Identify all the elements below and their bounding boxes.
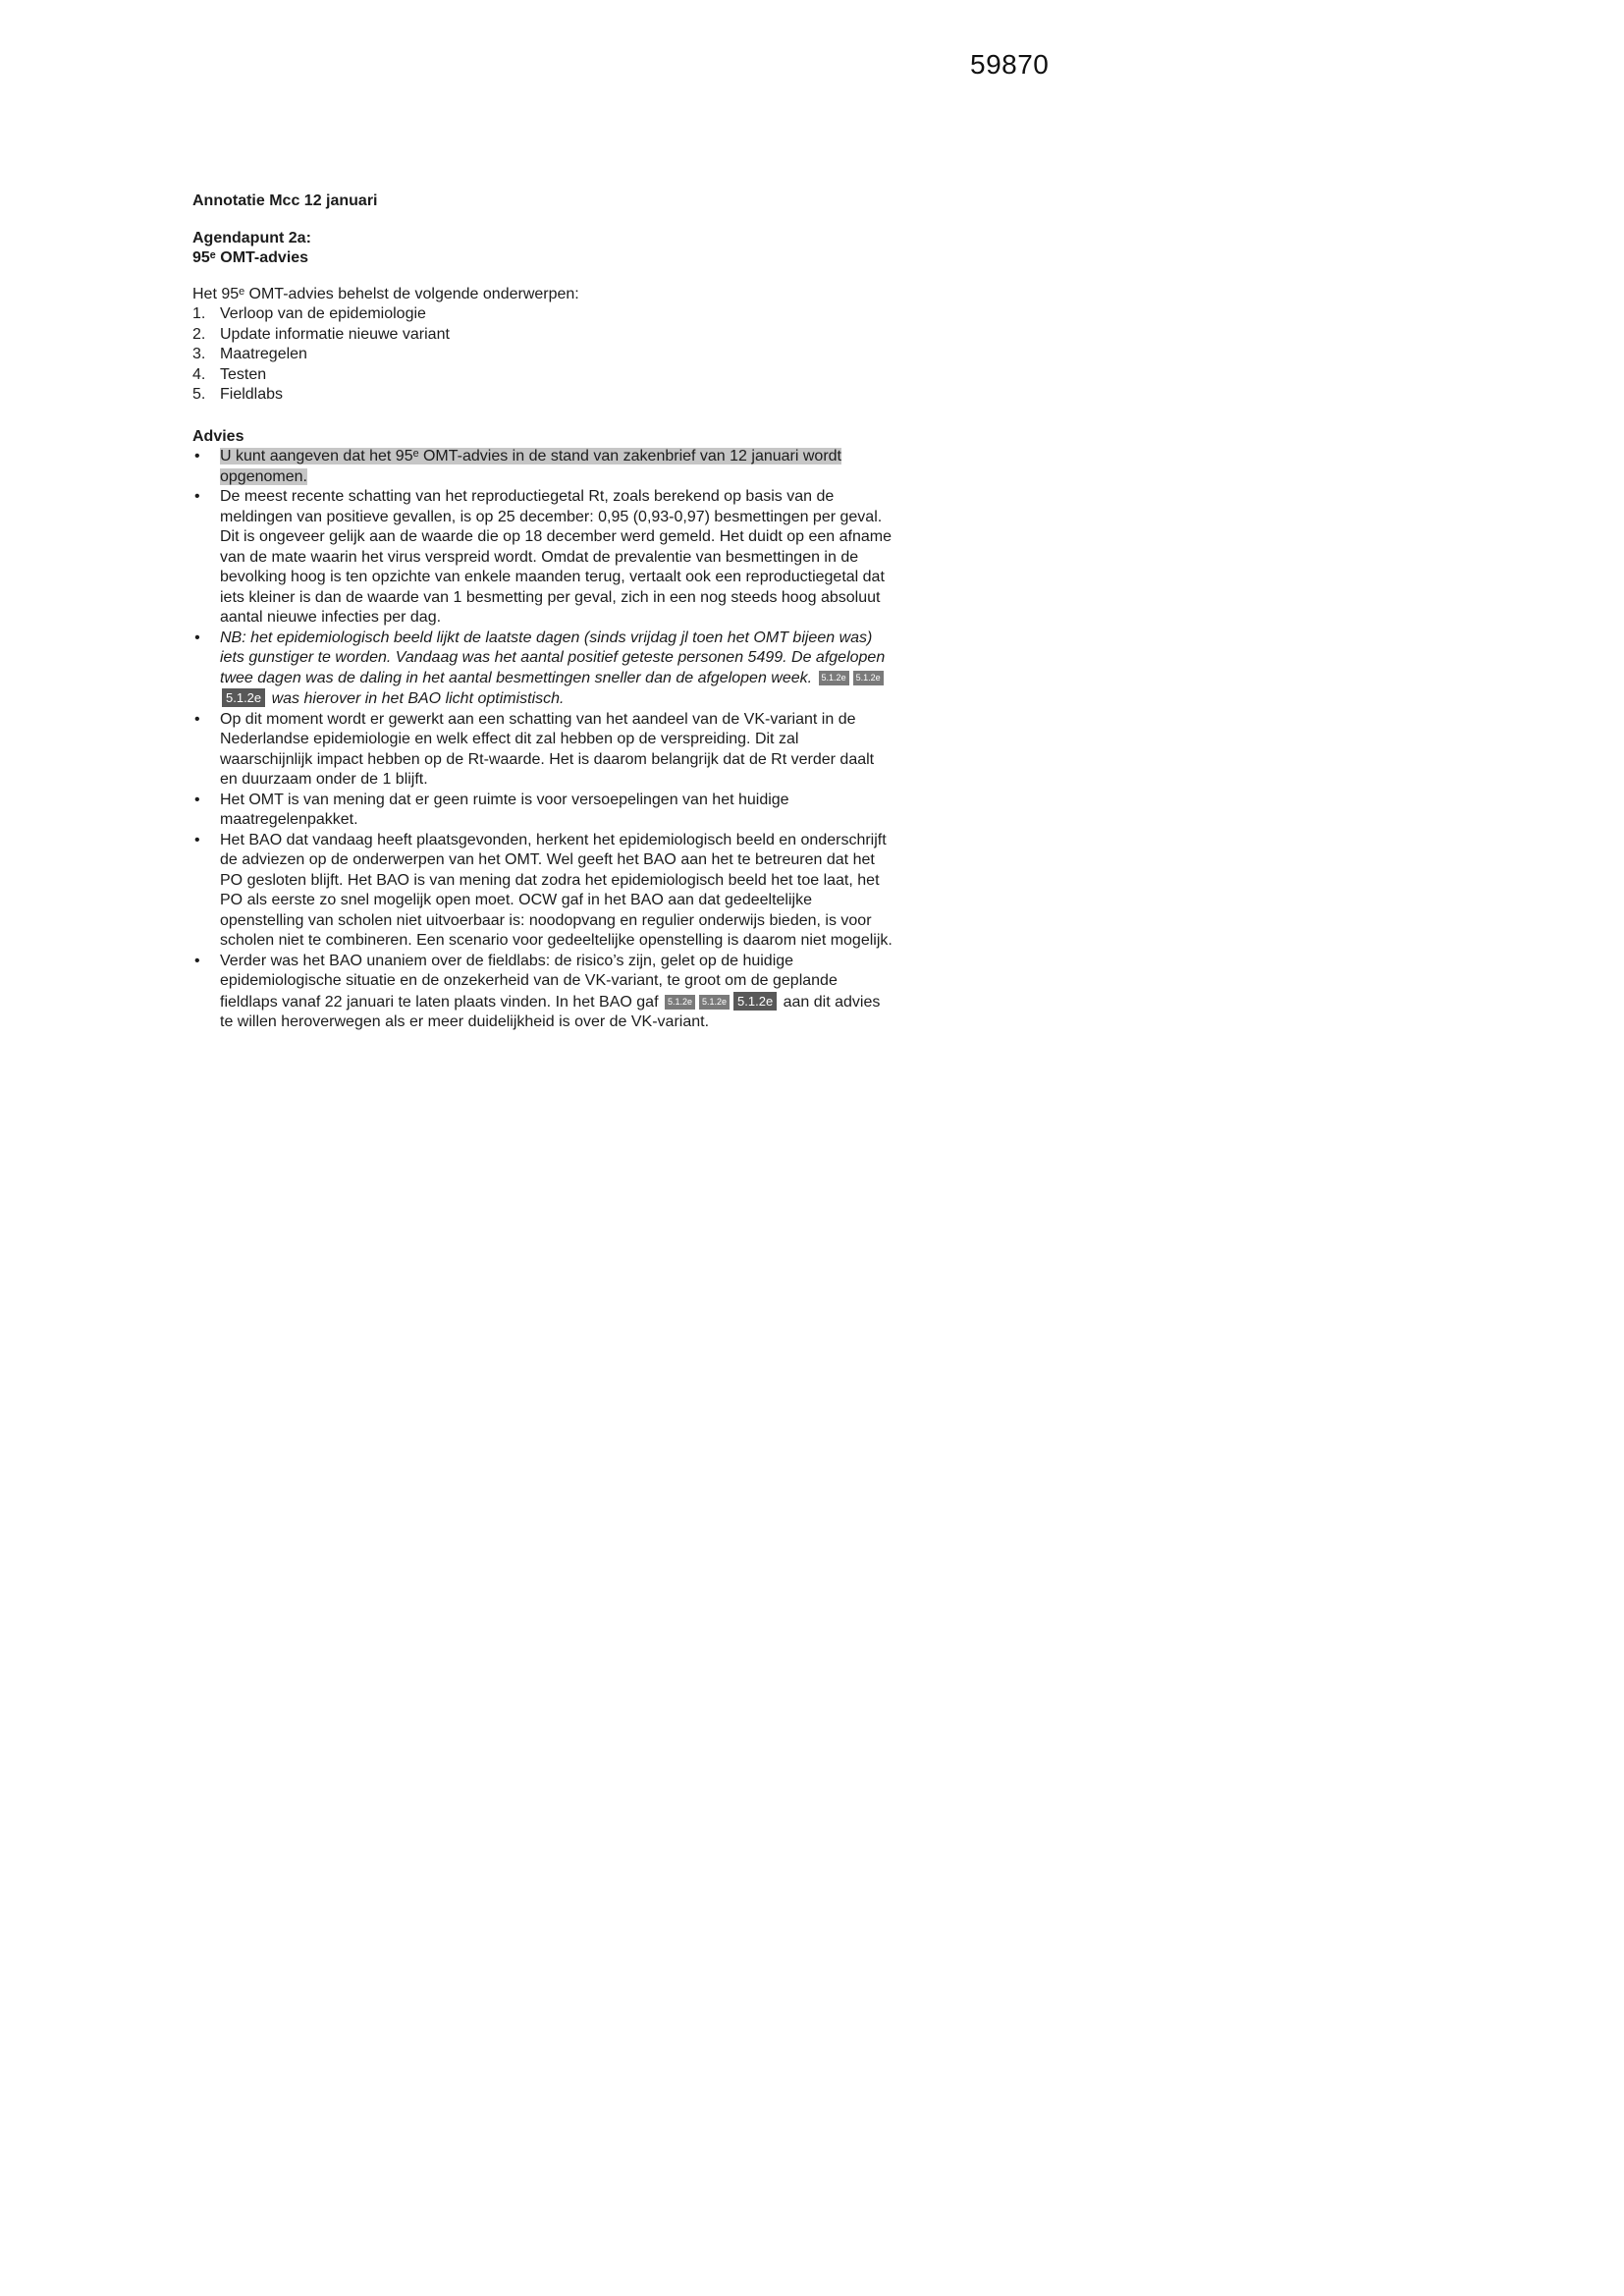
agenda-label: Agendapunt 2a: bbox=[192, 229, 311, 246]
advies-list bbox=[192, 447, 895, 1033]
redaction-box: 5.1.2e bbox=[699, 995, 730, 1010]
advies-item bbox=[192, 487, 895, 629]
body-text: NB: het epidemiologisch beeld lijkt de laatste dagen (sinds vrijdag jl toen het OMT bijeen was) iets gunstiger te worden. Vandaag was het aantal positief geteste personen 5499. De afgelopen twee dagen was de daling in het aantal besmettingen sneller dan de afgelopen week. bbox=[220, 629, 886, 686]
document-body bbox=[192, 191, 895, 1033]
redaction-box: 5.1.2e bbox=[222, 688, 265, 707]
body-text: Op dit moment wordt er gewerkt aan een schatting van het aandeel van de VK-variant in de Nederlandse epidemiologie en welk effect dit zal hebben op de verspreiding. Dit zal waarschijnlijk impact hebben op de Rt-waarde. Het is daarom belangrijk dat de Rt verder daalt en duurzaam onder de 1 blijft. bbox=[220, 710, 875, 788]
highlighted-text: U kunt aangeven dat het 95ᵉ OMT-advies in de stand van zakenbrief van 12 januari wordt opgenomen. bbox=[220, 448, 841, 485]
body-text: Het OMT is van mening dat er geen ruimte is voor versoepelingen van het huidige maatregelenpakket. bbox=[220, 791, 789, 828]
body-text: was hierover in het BAO licht optimistisch. bbox=[267, 690, 565, 707]
body-text: aan dit advies te willen heroverwegen als er meer duidelijkheid is over de VK-variant. bbox=[220, 993, 881, 1030]
redaction-box: 5.1.2e bbox=[733, 992, 777, 1011]
redaction-box: 5.1.2e bbox=[665, 995, 695, 1010]
advies-item bbox=[192, 447, 895, 487]
topic-item: Maatregelen bbox=[220, 346, 307, 362]
advies-item bbox=[192, 831, 895, 952]
intro-text: Het 95ᵉ OMT-advies behelst de volgende onderwerpen: bbox=[192, 285, 579, 302]
advies-item bbox=[192, 710, 895, 791]
topics-list bbox=[192, 304, 895, 406]
topic-item: Fieldlabs bbox=[220, 386, 284, 403]
agenda-subject: 95ᵉ OMT-advies bbox=[192, 249, 309, 266]
topic-item: Verloop van de epidemiologie bbox=[220, 305, 426, 322]
redaction-box: 5.1.2e bbox=[819, 671, 849, 685]
document-title: Annotatie Mcc 12 januari bbox=[192, 192, 378, 209]
body-text: Verder was het BAO unaniem over de fieldlabs: de risico’s zijn, gelet op de huidige epidemiologische situatie en de onzekerheid van de VK-variant, te groot om de geplande fieldlaps vanaf 22 januari te laten plaats vinden. In het BAO gaf bbox=[220, 952, 838, 1011]
topic-item: Update informatie nieuwe variant bbox=[220, 325, 450, 343]
redaction-box: 5.1.2e bbox=[853, 671, 884, 685]
body-text: De meest recente schatting van het reproductiegetal Rt, zoals berekend op basis van de meldingen van positieve gevallen, is op 25 december: 0,95 (0,93-0,97) besmettingen per geval. Dit is ongeveer gelijk aan de waarde die op 18 december werd gemeld. Het duidt op een afname van de mate waarin het virus verspreid wordt. Omdat de prevalentie van besmettingen in de bevolking hoog is ten opzichte van enkele maanden terug, vertaalt ook een reproductiegetal dat iets kleiner is dan de waarde van 1 besmetting per geval, zich in een nog steeds hoog absoluut aantal nieuwe infecties per dag. bbox=[220, 488, 892, 626]
advies-item bbox=[192, 952, 895, 1033]
advies-item bbox=[192, 791, 895, 831]
topic-item: Testen bbox=[220, 365, 267, 383]
body-text: Het BAO dat vandaag heeft plaatsgevonden, herkent het epidemiologisch beeld en onderschrijft de adviezen op de onderwerpen van het OMT. Wel geeft het BAO aan het te betreuren dat het PO gesloten blijft. Het BAO is van mening dat zodra het epidemiologisch beeld het toe laat, het PO als eerste zo snel mogelijk open moet. OCW gaf in het BAO aan dat gedeeltelijke openstelling van scholen niet uitvoerbaar is: noodopvang en regulier onderwijs bieden, is voor scholen niet te combineren. Een scenario voor gedeeltelijke openstelling is daarom niet mogelijk. bbox=[220, 831, 893, 949]
advies-heading: Advies bbox=[192, 427, 244, 445]
advies-item bbox=[192, 629, 895, 710]
doc-number: 59870 bbox=[970, 49, 1050, 80]
